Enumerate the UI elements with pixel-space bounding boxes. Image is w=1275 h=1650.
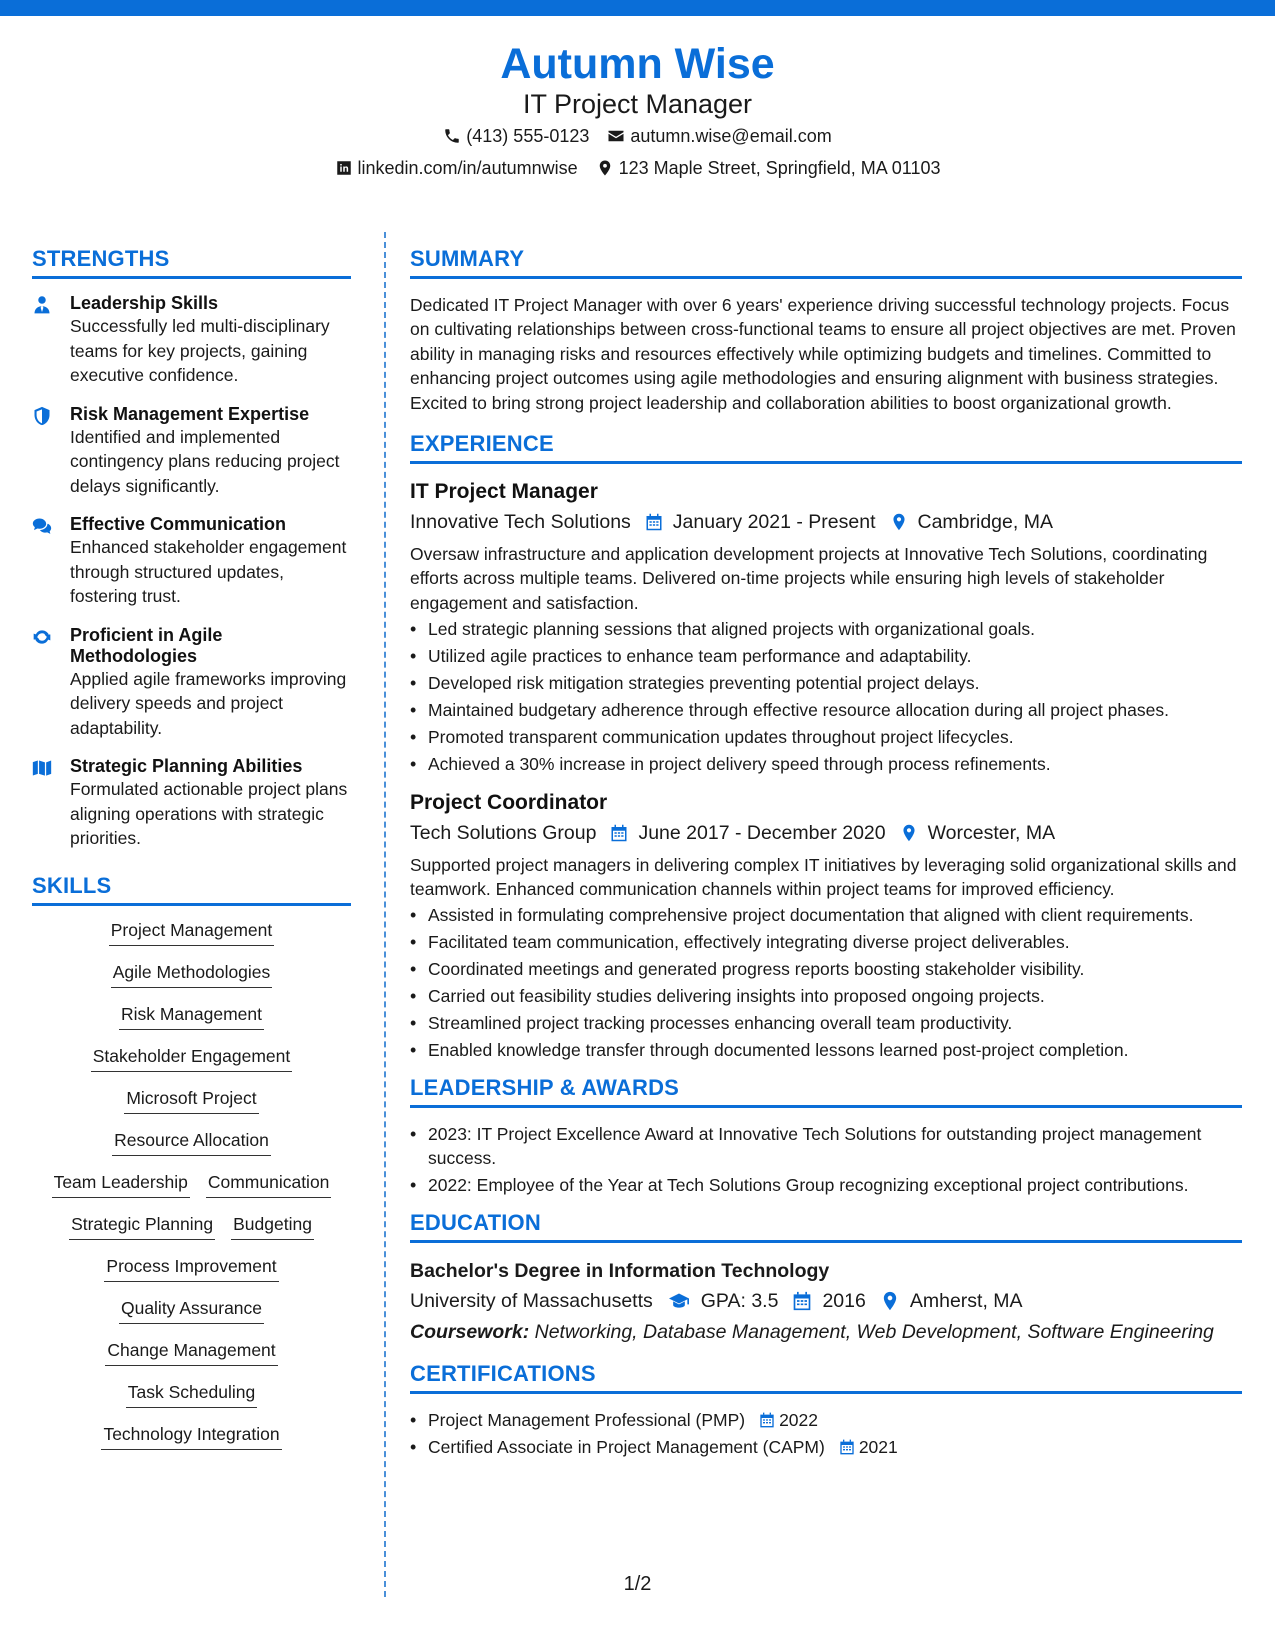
strength-desc: Applied agile frameworks improving delivery speeds and project adaptability. — [70, 668, 347, 738]
job-bullet: • Streamlined project tracking processes enhancing overall team productivity. — [410, 1011, 1242, 1035]
calendar-icon — [645, 512, 663, 532]
coursework-label: Coursework: — [410, 1320, 530, 1343]
job-bullets — [410, 617, 1242, 776]
skill-row — [38, 1338, 345, 1366]
job-bullet: • Achieved a 30% increase in project delivery speed through process refinements. — [410, 752, 1242, 776]
skill-tag: Resource Allocation — [112, 1128, 271, 1156]
skill-row — [38, 1212, 345, 1240]
shield-icon — [32, 406, 52, 426]
skill-tag: Change Management — [105, 1338, 277, 1366]
skill-row — [38, 1380, 345, 1408]
graduation-cap-icon — [667, 1291, 691, 1311]
skill-tag: Microsoft Project — [124, 1086, 258, 1114]
strength-title: Proficient in Agile Methodologies — [70, 624, 223, 666]
strength-item — [32, 293, 351, 388]
skill-row — [38, 1086, 345, 1114]
job-dates: June 2017 - December 2020 — [638, 821, 886, 844]
job-dates: January 2021 - Present — [672, 511, 876, 534]
award-item: • 2023: IT Project Excellence Award at Innovative Tech Solutions for outstanding project management success. — [410, 1122, 1242, 1171]
map-marker-icon — [880, 1291, 900, 1311]
certifications-list — [410, 1408, 1242, 1459]
strength-title: Effective Communication — [70, 514, 287, 534]
certifications-heading: CERTIFICATIONS — [410, 1361, 1242, 1394]
job-bullet: • Developed risk mitigation strategies preventing potential project delays. — [410, 671, 1242, 695]
linkedin-contact[interactable] — [335, 152, 578, 184]
strength-title: Strategic Planning Abilities — [70, 756, 303, 776]
skill-row — [38, 1128, 345, 1156]
job-bullet: • Utilized agile practices to enhance team performance and adaptability. — [410, 644, 1242, 668]
cert-name: • Certified Associate in Project Management (CAPM) — [428, 1436, 825, 1457]
user-tie-icon — [32, 295, 52, 315]
candidate-name: Autumn Wise — [500, 40, 775, 88]
left-column — [32, 246, 351, 1464]
phone-contact[interactable] — [443, 120, 589, 152]
job-title: IT Project Manager — [410, 480, 598, 504]
cert-item — [410, 1435, 1242, 1459]
job-description: Supported project managers in delivering complex IT initiatives by leveraging solid organizational skills and teamwork. Enhanced communication channels within project teams for improved efficiency. — [410, 854, 1237, 900]
skill-tag: Strategic Planning — [69, 1212, 215, 1240]
edu-location: Amherst, MA — [909, 1289, 1023, 1312]
skill-tag: Budgeting — [231, 1212, 314, 1240]
map-marker-icon — [900, 823, 918, 843]
envelope-icon — [607, 127, 625, 145]
candidate-title: IT Project Manager — [522, 89, 753, 119]
job-meta — [410, 817, 1242, 849]
right-column — [410, 246, 1242, 1471]
linkedin-text: linkedin.com/in/autumnwise — [357, 158, 578, 178]
map-marker-icon — [596, 159, 614, 177]
comments-icon — [32, 516, 52, 536]
skill-row — [38, 1044, 345, 1072]
skill-tag: Stakeholder Engagement — [91, 1044, 293, 1072]
cert-year: 2022 — [779, 1409, 819, 1430]
edu-school: University of Massachusetts — [410, 1289, 653, 1312]
job-title: Project Coordinator — [410, 790, 608, 814]
phone-icon — [443, 127, 461, 145]
skills-heading: SKILLS — [32, 873, 351, 906]
skill-tag: Risk Management — [119, 1002, 264, 1030]
calendar-icon — [839, 1438, 855, 1456]
cert-name: • Project Management Professional (PMP) — [428, 1409, 746, 1430]
summary-text: Dedicated IT Project Manager with over 6 years' experience driving successful technology projects. Focus on cultivating relationships between cross-functional teams to ensure all project objectives are met. Proven ability in managing risks and resources effectively while optimizing budgets and timelines. Committed to enhancing project outcomes using agile methodologies and ensuring alignment with business strategies. Excited to bring strong project leadership and collaboration abilities to boost organizational growth. — [410, 295, 1236, 413]
job-description: Oversaw infrastructure and application development projects at Innovative Tech Solutions, coordinating efforts across multiple teams. Delivered on-time projects while ensuring high levels of stakeholder engagement and satisfaction. — [410, 544, 1208, 613]
job-bullet: • Coordinated meetings and generated progress reports boosting stakeholder visibility. — [410, 957, 1242, 981]
skill-row — [38, 1002, 345, 1030]
strength-item — [32, 514, 351, 609]
column-divider — [384, 232, 386, 1597]
map-marker-icon — [890, 512, 908, 532]
strength-desc: Enhanced stakeholder engagement through structured updates, fostering trust. — [70, 537, 347, 606]
top-accent-bar — [0, 0, 1275, 16]
award-item: • 2022: Employee of the Year at Tech Solutions Group recognizing exceptional project contributions. — [410, 1173, 1242, 1197]
leadership-list — [410, 1122, 1242, 1198]
phone-text: (413) 555-0123 — [466, 126, 590, 146]
skill-tag: Communication — [206, 1170, 332, 1198]
resume-header — [0, 40, 1275, 184]
coursework-text: Networking, Database Management, Web Development, Software Engineering — [529, 1320, 1214, 1343]
job-bullet: • Maintained budgetary adherence through effective resource allocation during all project phases. — [410, 698, 1242, 722]
job-location: Cambridge, MA — [917, 511, 1053, 534]
edu-coursework — [410, 1317, 1242, 1347]
skill-tag: Task Scheduling — [126, 1380, 257, 1408]
cert-year: 2021 — [858, 1436, 898, 1457]
page-number: 1/2 — [623, 1573, 652, 1595]
calendar-icon — [792, 1291, 812, 1311]
job-bullet: • Carried out feasibility studies delivering insights into proposed ongoing projects. — [410, 984, 1242, 1008]
strength-item — [32, 625, 351, 741]
education-heading: EDUCATION — [410, 1210, 1242, 1243]
skill-tag: Agile Methodologies — [111, 960, 273, 988]
linkedin-icon — [335, 159, 353, 177]
skill-row — [38, 918, 345, 946]
strength-title: Leadership Skills — [70, 293, 219, 313]
edu-gpa: GPA: 3.5 — [700, 1289, 779, 1312]
address-text: 123 Maple Street, Springfield, MA 01103 — [618, 158, 941, 178]
job-location: Worcester, MA — [927, 821, 1056, 844]
skill-row — [38, 1296, 345, 1324]
job-meta — [410, 506, 1242, 538]
email-contact[interactable] — [607, 120, 831, 152]
strength-desc: Identified and implemented contingency plans reducing project delays significantly. — [70, 426, 340, 496]
edu-degree: Bachelor's Degree in Information Technology — [410, 1259, 830, 1282]
email-text: autumn.wise@email.com — [630, 126, 832, 146]
strength-title: Risk Management Expertise — [70, 403, 310, 424]
contact-row-2 — [0, 152, 1275, 184]
summary-heading: SUMMARY — [410, 246, 1242, 279]
job-bullet: • Assisted in formulating comprehensive project documentation that aligned with client requirements. — [410, 903, 1242, 927]
strengths-heading: STRENGTHS — [32, 246, 351, 279]
job-bullets — [410, 903, 1242, 1062]
skills-list — [32, 918, 351, 1450]
job-entry — [410, 789, 1242, 1063]
skill-row — [38, 1422, 345, 1450]
job-company: Tech Solutions Group — [410, 821, 597, 844]
edu-year: 2016 — [822, 1289, 866, 1312]
skill-tag: Technology Integration — [101, 1422, 281, 1450]
strength-item — [32, 756, 351, 851]
calendar-icon — [610, 823, 628, 843]
strength-desc: Successfully led multi-disciplinary teams for key projects, gaining executive confidence. — [70, 316, 330, 385]
job-entry — [410, 478, 1242, 777]
skill-tag: Process Improvement — [104, 1254, 278, 1282]
skill-row — [38, 1170, 345, 1198]
skill-row — [38, 960, 345, 988]
skill-tag: Quality Assurance — [119, 1296, 264, 1324]
sync-icon — [32, 627, 52, 647]
contact-row-1 — [0, 120, 1275, 152]
job-bullet: • Led strategic planning sessions that aligned projects with organizational goals. — [410, 617, 1242, 641]
cert-item — [410, 1408, 1242, 1432]
skill-row — [38, 1254, 345, 1282]
experience-heading: EXPERIENCE — [410, 431, 1242, 464]
skill-tag: Project Management — [109, 918, 274, 946]
strength-desc: Formulated actionable project plans aligning operations with strategic priorities. — [70, 779, 348, 848]
leadership-heading: LEADERSHIP & AWARDS — [410, 1075, 1242, 1108]
address-contact — [596, 152, 941, 184]
calendar-icon — [759, 1411, 775, 1429]
strength-item — [32, 404, 351, 499]
edu-meta — [410, 1285, 1242, 1317]
map-icon — [32, 758, 52, 778]
job-bullet: • Enabled knowledge transfer through documented lessons learned post-project completion. — [410, 1038, 1242, 1062]
job-company: Innovative Tech Solutions — [410, 511, 631, 534]
job-bullet: • Facilitated team communication, effectively integrating diverse project deliverables. — [410, 930, 1242, 954]
job-bullet: • Promoted transparent communication updates throughout project lifecycles. — [410, 725, 1242, 749]
skill-tag: Team Leadership — [52, 1170, 190, 1198]
